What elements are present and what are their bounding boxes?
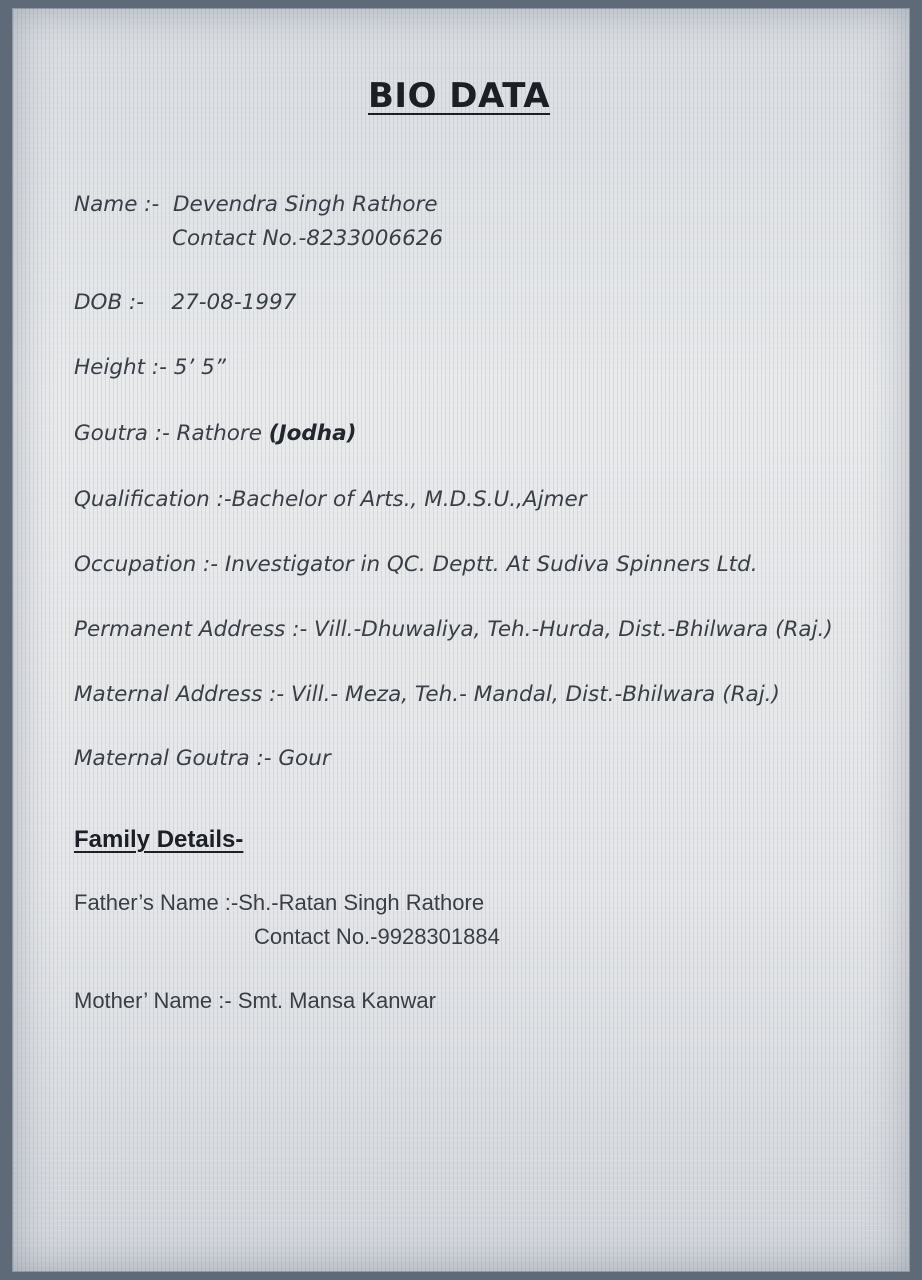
maternal-address-row: Maternal Address :- Vill.- Meza, Teh.- Mandal, Dist.-Bhilwara (Raj.): [74, 682, 780, 707]
father-contact: Contact No.-9928301884: [254, 924, 500, 949]
goutra-row: [74, 421, 356, 446]
family-details-heading: Family Details-: [74, 826, 244, 853]
mother-name-row: Mother’ Name :- Smt. Mansa Kanwar: [74, 988, 436, 1013]
maternal-goutra-row: Maternal Goutra :- Gour: [74, 746, 331, 771]
dob-row: [74, 290, 296, 315]
page-title: BIO DATA: [368, 76, 551, 116]
occupation-row: Occupation :- Investigator in QC. Deptt. At Sudiva Spinners Ltd.: [74, 552, 758, 577]
qualification-row: Qualification :-Bachelor of Arts., M.D.S.U.,Ajmer: [74, 487, 587, 512]
goutra-label: Goutra :- Rathore: [74, 421, 262, 446]
name-value: Devendra Singh Rathore: [172, 192, 438, 217]
dob-label: DOB :-: [74, 290, 145, 315]
goutra-subclan: (Jodha): [268, 421, 357, 446]
father-name-row: Father’s Name :-Sh.-Ratan Singh Rathore: [74, 890, 485, 915]
dob-value: 27-08-1997: [171, 290, 297, 315]
name-row: [74, 192, 438, 217]
permanent-address-row: Permanent Address :- Vill.-Dhuwaliya, Teh.-Hurda, Dist.-Bhilwara (Raj.): [74, 617, 833, 642]
name-label: Name :-: [74, 192, 160, 217]
contact-number: Contact No.-8233006626: [172, 226, 444, 251]
height-row: Height :- 5’ 5”: [74, 355, 226, 380]
